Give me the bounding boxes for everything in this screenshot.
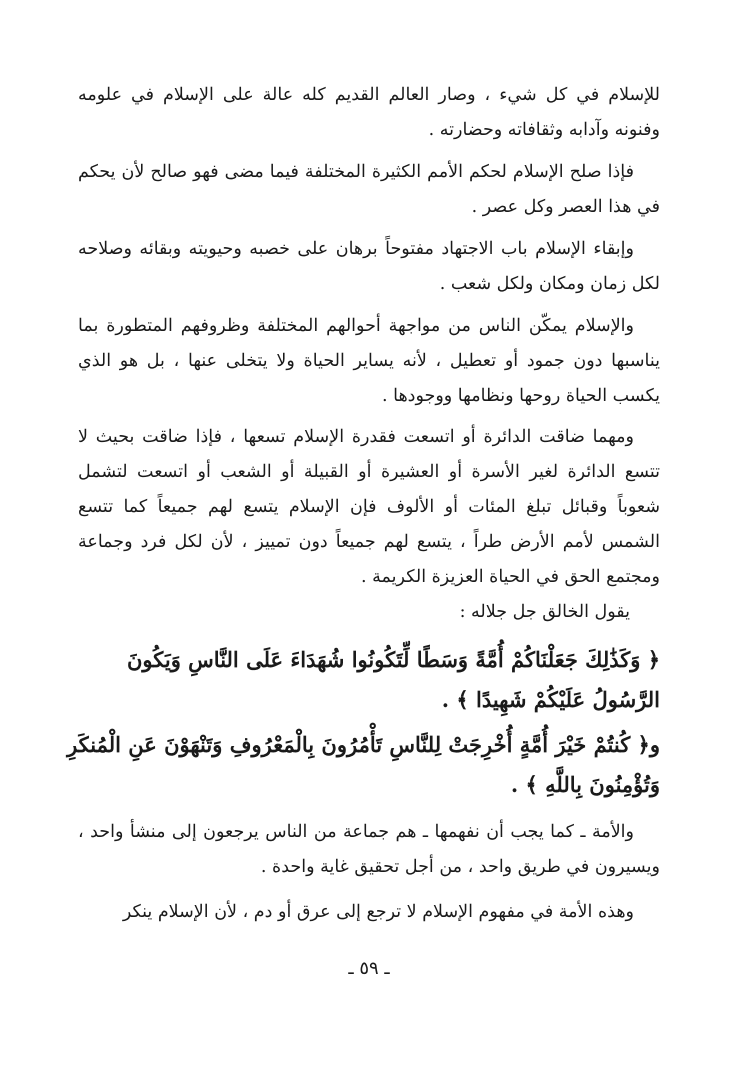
paragraph-3-text: وإبقاء الإسلام باب الاجتهاد مفتوحاً برهان على خصبه وحيويته وبقائه وصلاحه لكل زمان ومكان ولكل شعب .: [78, 239, 660, 294]
paragraph-2: [78, 155, 660, 225]
paragraph-6-text: والأمة ـ كما يجب أن نفهمها ـ هم جماعة من الناس يرجعون إلى منشأ واحد ، ويسيرون في طريق واحد ، من أجل تحقيق غاية واحدة .: [78, 822, 660, 877]
paragraph-4-text: والإسلام يمكّن الناس من مواجهة أحوالهم المختلفة وظروفهم المتطورة بما يناسبها دون جمود أو تعطيل ، لأنه يساير الحياة ولا يتخلى عنها ، بل هو الذي يكسب الحياة روحها ونظامها ووجودها .: [78, 316, 660, 406]
paragraph-7: [78, 895, 660, 930]
quran-verse-2: و﴿ كُنتُمْ خَيْرَ أُمَّةٍ أُخْرِجَتْ لِلنَّاسِ تَأْمُرُونَ بِالْمَعْرُوفِ وَتَنْهَوْنَ عَنِ الْمُنكَرِ وَتُؤْمِنُونَ بِاللَّهِ ﴾ .: [67, 732, 660, 797]
verse-intro: يقول الخالق جل جلاله :: [459, 602, 630, 622]
page-number: ـ ٥٩ ـ: [348, 958, 390, 979]
paragraph-1: للإسلام في كل شيء ، وصار العالم القديم كله عالة على الإسلام في علومه وفنونه وآدابه وثقافاته وحضارته .: [78, 85, 660, 140]
paragraph-4: [78, 309, 660, 414]
paragraph-6: [78, 815, 660, 885]
quran-verse-1: ﴿ وَكَذَٰلِكَ جَعَلْنَاكُمْ أُمَّةً وَسَطًا لِّتَكُونُوا شُهَدَاءَ عَلَى النَّاسِ وَيَكُونَ الرَّسُولُ عَلَيْكُمْ شَهِيدًا ﴾ .: [127, 647, 660, 712]
paragraph-2-text: فإذا صلح الإسلام لحكم الأمم الكثيرة المختلفة فيما مضى فهو صالح لأن يحكم في هذا العصر وكل عصر .: [78, 162, 660, 217]
paragraph-3: [78, 232, 660, 302]
paragraph-5: [78, 420, 660, 595]
paragraph-5-text: ومهما ضاقت الدائرة أو اتسعت فقدرة الإسلام تسعها ، فإذا ضاقت بحيث لا تتسع الدائرة لغير الأسرة أو العشيرة أو القبيلة أو الشعب أو اتسعت لتشمل شعوباً وقبائل تبلغ المئات أو الألوف فإن الإسلام يتسع لهم جميعاً كما تتسع الشمس لأمم الأرض طراً ، يتسع لهم جميعاً دون تمييز ، لأن لكل فرد وجماعة ومجتمع الحق في الحياة العزيزة الكريمة .: [78, 427, 660, 587]
paragraph-7-text: وهذه الأمة في مفهوم الإسلام لا ترجع إلى عرق أو دم ، لأن الإسلام ينكر: [122, 902, 634, 922]
